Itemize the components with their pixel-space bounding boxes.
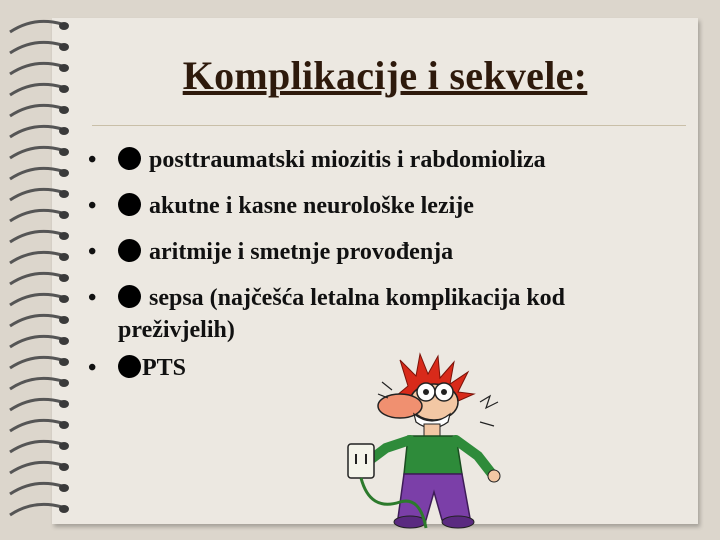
black-circle-icon — [118, 355, 141, 378]
binding-hole — [59, 232, 69, 240]
bullet-marker: • — [88, 285, 97, 311]
binding-hole — [59, 148, 69, 156]
binding-ring — [10, 42, 62, 53]
binding-ring — [10, 63, 62, 74]
bullet-marker: • — [88, 239, 97, 265]
spiral-binding-icon — [0, 0, 80, 540]
bullet-text: posttraumatski miozitis i rabdomioliza — [149, 147, 546, 173]
binding-ring — [10, 420, 62, 431]
binding-ring — [10, 231, 62, 242]
binding-hole — [59, 274, 69, 282]
black-circle-icon — [118, 285, 141, 308]
bullet-marker: • — [88, 147, 97, 173]
binding-ring — [10, 399, 62, 410]
bullet-item — [88, 144, 678, 176]
black-circle-icon — [118, 239, 141, 262]
binding-ring — [10, 504, 62, 515]
binding-ring — [10, 168, 62, 179]
bullet-marker: • — [88, 355, 97, 381]
binding-hole — [59, 211, 69, 219]
binding-ring — [10, 252, 62, 263]
bullet-item — [88, 282, 678, 346]
binding-hole — [59, 127, 69, 135]
bullet-marker: • — [88, 193, 97, 219]
bullet-text: akutne i kasne neurološke lezije — [149, 193, 474, 219]
binding-hole — [59, 484, 69, 492]
binding-ring — [10, 147, 62, 158]
binding-hole — [59, 442, 69, 450]
bullet-item — [88, 190, 678, 222]
title-divider — [92, 125, 686, 126]
binding-ring — [10, 189, 62, 200]
binding-hole — [59, 505, 69, 513]
binding-ring — [10, 315, 62, 326]
binding-hole — [59, 316, 69, 324]
binding-hole — [59, 43, 69, 51]
bullet-text: aritmije i smetnje provođenja — [149, 239, 454, 265]
binding-hole — [59, 421, 69, 429]
binding-hole — [59, 295, 69, 303]
binding-ring — [10, 441, 62, 452]
binding-ring — [10, 273, 62, 284]
binding-ring — [10, 357, 62, 368]
binding-hole — [59, 358, 69, 366]
binding-ring — [10, 378, 62, 389]
binding-hole — [59, 22, 69, 30]
binding-hole — [59, 169, 69, 177]
bullet-item — [88, 236, 678, 268]
binding-hole — [59, 400, 69, 408]
bullet-text: sepsa (najčešća letalna komplikacija kod preživjelih) — [118, 285, 566, 343]
binding-hole — [59, 379, 69, 387]
binding-ring — [10, 336, 62, 347]
binding-ring — [10, 21, 62, 32]
slide-title: Komplikacije i sekvele: — [182, 53, 588, 98]
binding-hole — [59, 106, 69, 114]
binding-ring — [10, 105, 62, 116]
binding-ring — [10, 483, 62, 494]
binding-hole — [59, 190, 69, 198]
binding-ring — [10, 84, 62, 95]
binding-ring — [10, 126, 62, 137]
binding-ring — [10, 210, 62, 221]
binding-ring — [10, 462, 62, 473]
binding-hole — [59, 85, 69, 93]
binding-hole — [59, 463, 69, 471]
black-circle-icon — [118, 193, 141, 216]
black-circle-icon — [118, 147, 141, 170]
binding-hole — [59, 253, 69, 261]
binding-hole — [59, 64, 69, 72]
binding-hole — [59, 337, 69, 345]
electrocuted-man-clipart — [330, 352, 520, 532]
binding-ring — [10, 294, 62, 305]
bullet-text: PTS — [142, 355, 187, 381]
